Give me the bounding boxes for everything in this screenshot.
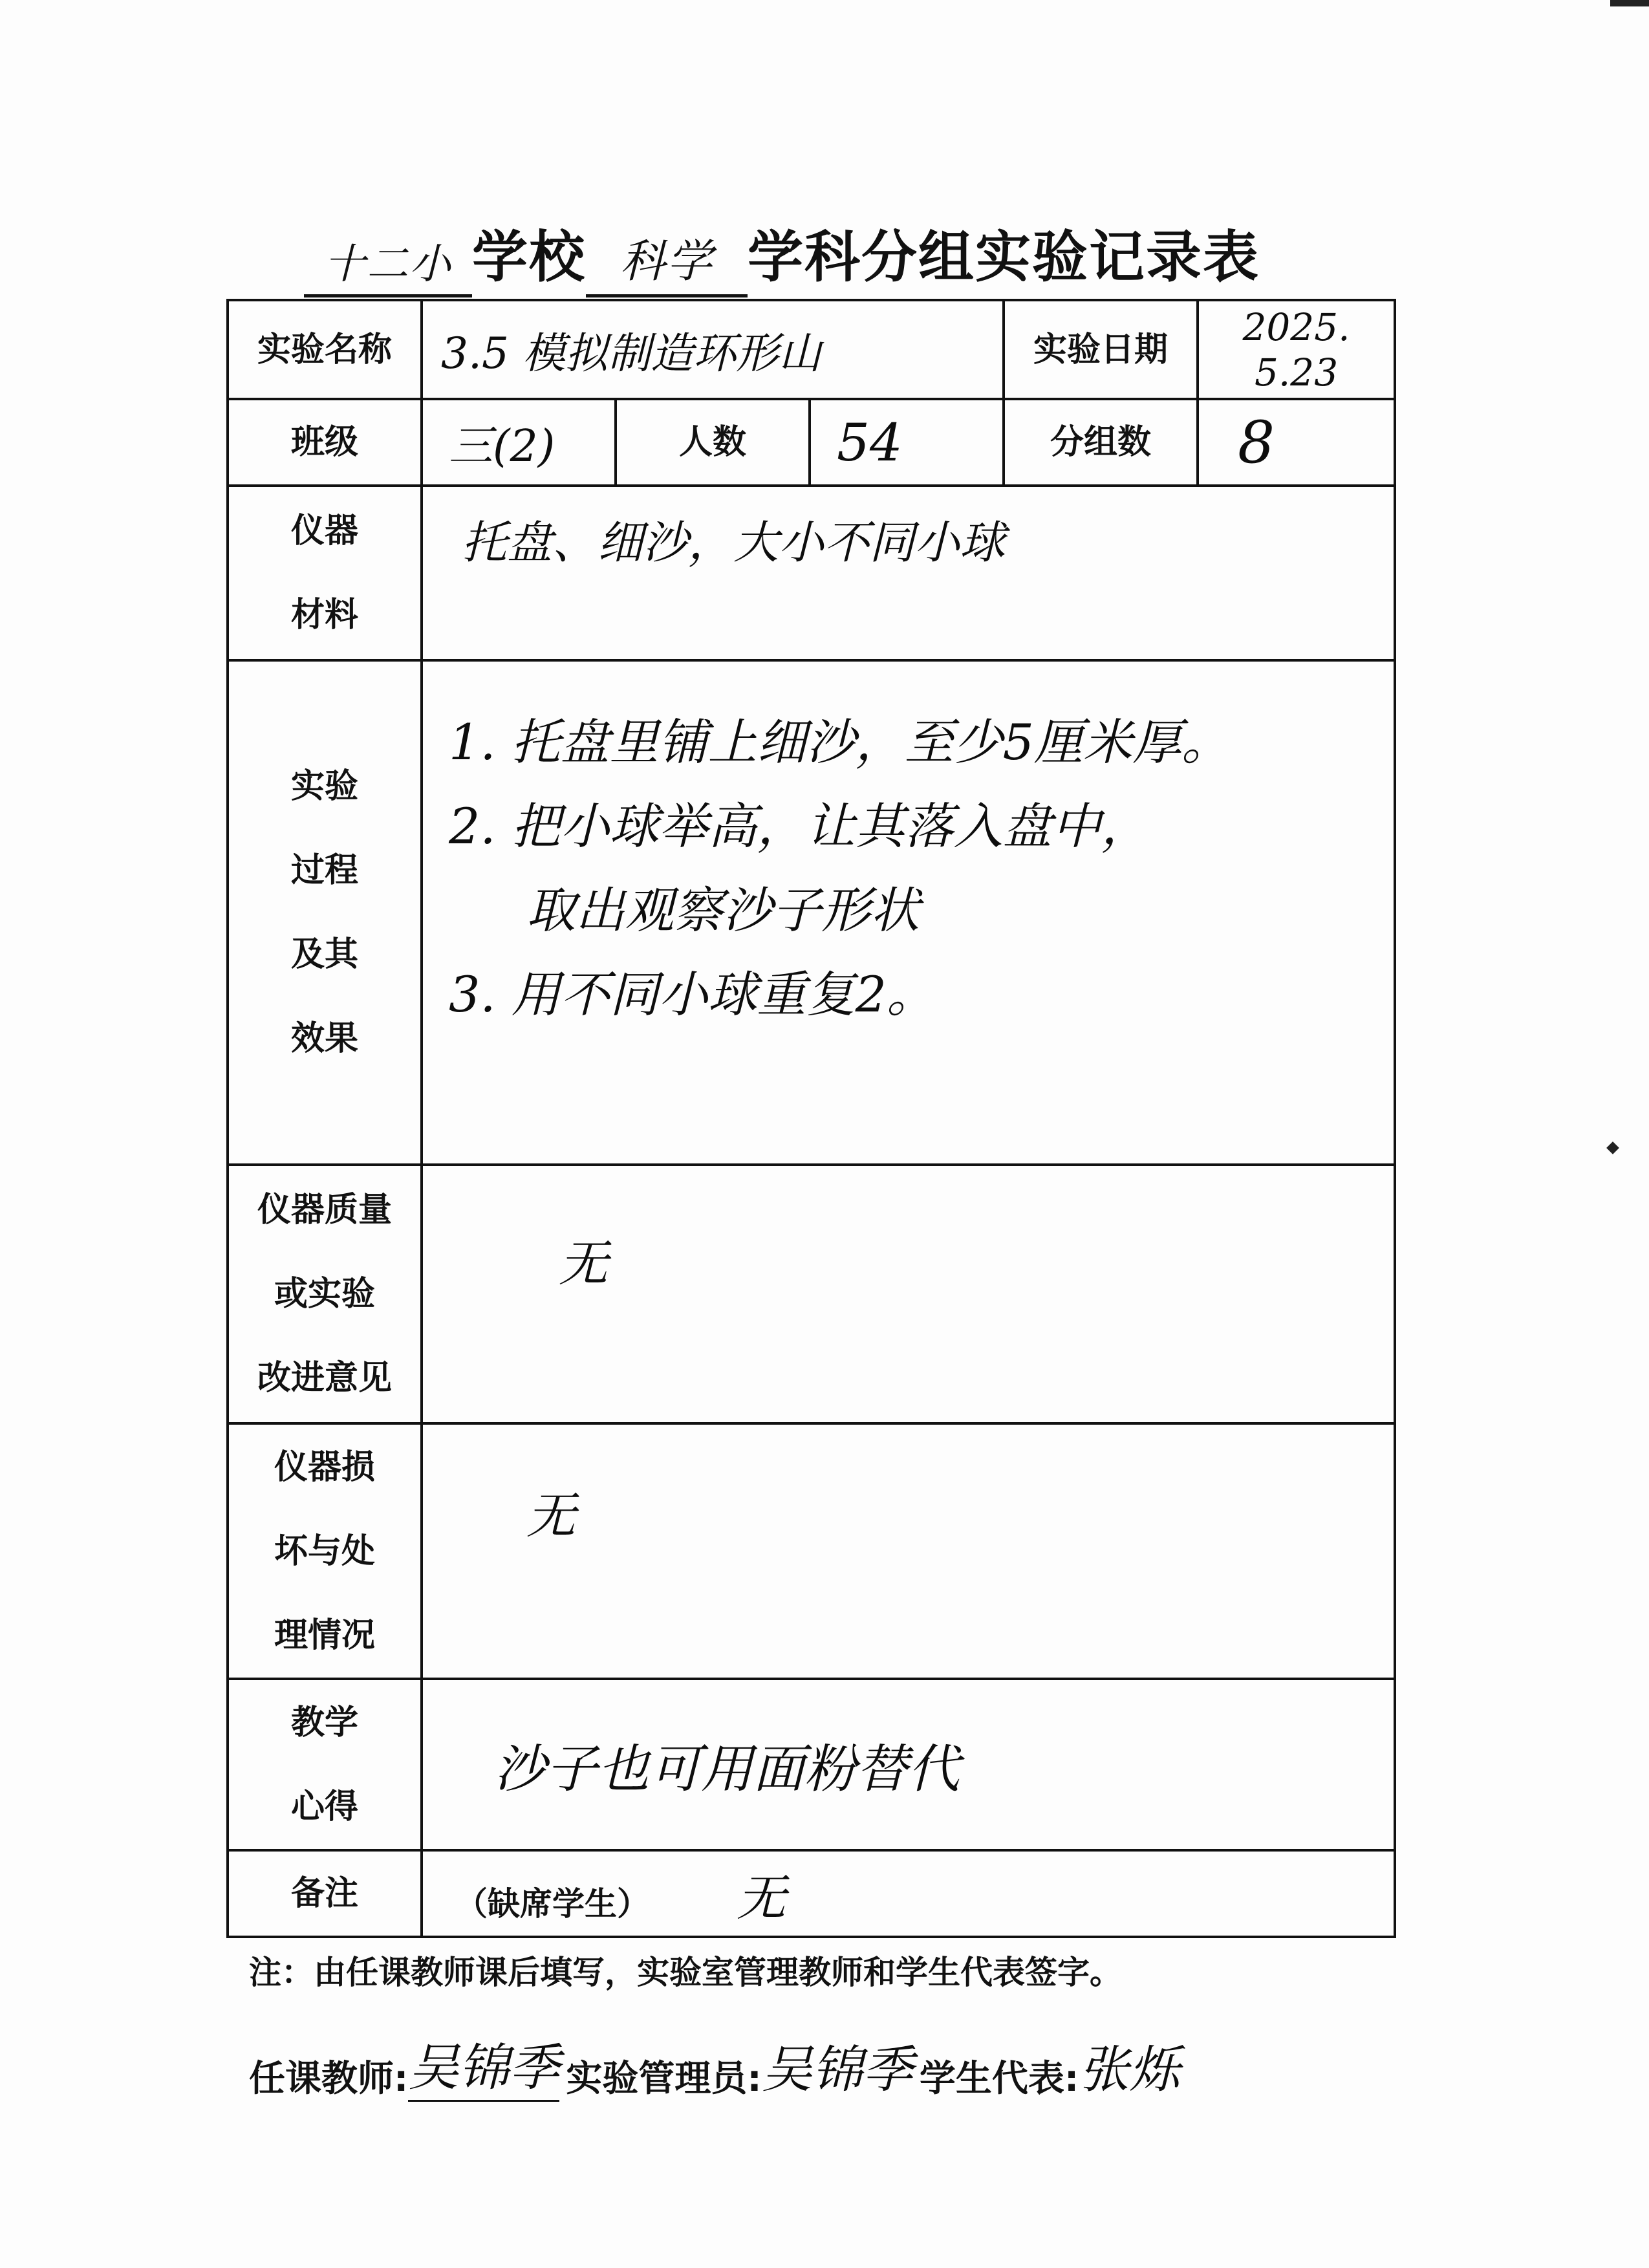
process-label-line: 过程 bbox=[290, 851, 358, 890]
teacher-signature: 吴锦季 bbox=[408, 2027, 559, 2102]
group-count-value: 8 bbox=[1198, 399, 1395, 486]
scan-mark bbox=[1610, 0, 1649, 6]
table-row bbox=[228, 1423, 1395, 1679]
class-label: 班级 bbox=[228, 399, 422, 486]
opinion-label-line: 改进意见 bbox=[257, 1359, 392, 1398]
page-title bbox=[304, 220, 1260, 297]
process-label-line: 及其 bbox=[290, 935, 358, 974]
teaching-experience-label bbox=[228, 1679, 422, 1850]
group-count-label: 分组数 bbox=[1004, 399, 1198, 486]
student-rep-label: 学生代表: bbox=[919, 2058, 1079, 2100]
student-count-label: 人数 bbox=[616, 399, 810, 486]
lab-admin-signature: 吴锦季 bbox=[761, 2041, 913, 2099]
process-step-line: 2. 把小球举高，让其落入盘中， bbox=[449, 797, 1150, 855]
process-step-line: 3. 用不同小球重复2。 bbox=[449, 966, 936, 1023]
title-suffix: 学科分组实验记录表 bbox=[748, 225, 1260, 290]
table-row bbox=[228, 1165, 1395, 1423]
experience-label-line: 心得 bbox=[290, 1787, 358, 1826]
school-name-field: 十二小 bbox=[304, 231, 472, 297]
opinion-label-line: 或实验 bbox=[274, 1275, 375, 1313]
experiment-name-value: 3.5 模拟制造环形山 bbox=[422, 300, 1004, 399]
process-value bbox=[422, 660, 1395, 1165]
materials-value: 托盘、细沙，大小不同小球 bbox=[422, 486, 1395, 660]
signature-row bbox=[249, 2027, 1186, 2102]
footnote: 注：由任课教师课后填写，实验室管理教师和学生代表签字。 bbox=[249, 1954, 1122, 1991]
table-row bbox=[228, 660, 1395, 1165]
teacher-label: 任课教师: bbox=[249, 2058, 409, 2100]
table-row bbox=[228, 486, 1395, 660]
teaching-experience-value: 沙子也可用面粉替代 bbox=[422, 1679, 1395, 1850]
process-label-line: 实验 bbox=[290, 767, 358, 806]
improvement-opinion-label bbox=[228, 1165, 422, 1423]
materials-label-line: 仪器 bbox=[290, 512, 358, 550]
date-year: 2025. bbox=[1242, 305, 1350, 349]
remark-value: 无 bbox=[737, 1868, 786, 1927]
process-label bbox=[228, 660, 422, 1165]
experiment-name-label: 实验名称 bbox=[228, 300, 422, 399]
experiment-date-label: 实验日期 bbox=[1004, 300, 1198, 399]
date-monthday: 5.23 bbox=[1254, 350, 1339, 394]
student-count-value: 54 bbox=[810, 399, 1004, 486]
table-row bbox=[228, 1850, 1395, 1937]
materials-label bbox=[228, 486, 422, 660]
damage-label-line: 坏与处 bbox=[274, 1531, 375, 1571]
process-step-line: 1. 托盘里铺上细沙，至少5厘米厚。 bbox=[449, 713, 1231, 771]
table-row bbox=[228, 300, 1395, 399]
class-value: 三(2) bbox=[422, 399, 616, 486]
opinion-label-line: 仪器质量 bbox=[257, 1191, 392, 1229]
table-row bbox=[228, 399, 1395, 486]
damage-label bbox=[228, 1423, 422, 1679]
improvement-opinion-value: 无 bbox=[422, 1165, 1395, 1423]
materials-label-line: 材料 bbox=[290, 596, 358, 634]
absent-students-label: （缺席学生） bbox=[455, 1885, 649, 1923]
subject-name-field: 科学 bbox=[586, 225, 748, 297]
damage-label-line: 仪器损 bbox=[274, 1447, 375, 1487]
student-rep-signature: 张烁 bbox=[1079, 2041, 1180, 2099]
lab-admin-label: 实验管理员: bbox=[566, 2058, 762, 2100]
experiment-record-table bbox=[226, 299, 1396, 1938]
scan-mark bbox=[1606, 1141, 1619, 1154]
damage-value: 无 bbox=[422, 1423, 1395, 1679]
remark-label: 备注 bbox=[228, 1850, 422, 1937]
remark-value-cell bbox=[422, 1850, 1395, 1937]
process-label-line: 效果 bbox=[290, 1019, 358, 1058]
experiment-date-value bbox=[1198, 300, 1395, 399]
process-step-line: 取出观察沙子形状 bbox=[526, 881, 920, 939]
experience-label-line: 教学 bbox=[290, 1703, 358, 1742]
school-suffix: 学校 bbox=[472, 225, 586, 290]
table-row bbox=[228, 1679, 1395, 1850]
damage-label-line: 理情况 bbox=[274, 1615, 375, 1655]
